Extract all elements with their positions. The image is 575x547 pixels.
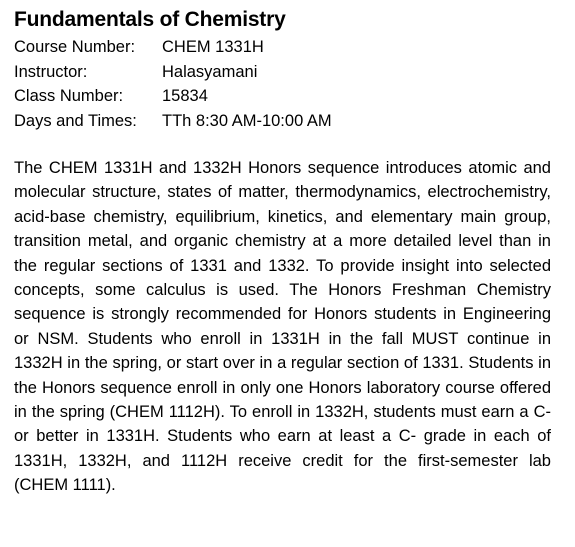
days-times-row: [14, 109, 561, 134]
course-number-value: CHEM 1331H: [162, 38, 264, 56]
course-number-row: [14, 35, 561, 60]
days-times-value: TTh 8:30 AM-10:00 AM: [162, 111, 332, 130]
instructor-row: [14, 60, 561, 85]
instructor-value: Halasyamani: [162, 62, 258, 81]
class-number-label: Class Number:: [14, 87, 124, 105]
course-title: Fundamentals of Chemistry: [14, 8, 286, 31]
class-number-value: 15834: [162, 87, 208, 105]
course-number-label: Course Number:: [14, 38, 136, 56]
course-description: The CHEM 1331H and 1332H Honors sequence introduces atomic and molecular structure, states of matter, thermodynamics, electrochemistry, acid-base chemistry, equilibrium, kinetics, and elementary main group, transition metal, and organic chemistry at a more detailed level than in the regular sections of 1331 and 1332. To provide insight into selected concepts, some calculus is used. The Honors Freshman Chemistry sequence is strongly recommended for Honors students in Engineering or NSM. Students who enroll in 1331H in the fall MUST continue in 1332H in the spring, or start over in a regular section of 1331. Students in the Honors sequence enroll in only one Honors laboratory course offered in the spring (CHEM 1112H). To enroll in 1332H, students must earn a C- or better in 1331H. Students who earn at least a C- grade in each of 1331H, 1332H, and 1112H receive credit for the first-semester lab (CHEM 1111).: [14, 159, 551, 495]
instructor-label: Instructor:: [14, 62, 88, 81]
class-number-row: [14, 84, 561, 109]
course-info-table: [14, 35, 561, 133]
days-times-label: Days and Times:: [14, 111, 137, 130]
